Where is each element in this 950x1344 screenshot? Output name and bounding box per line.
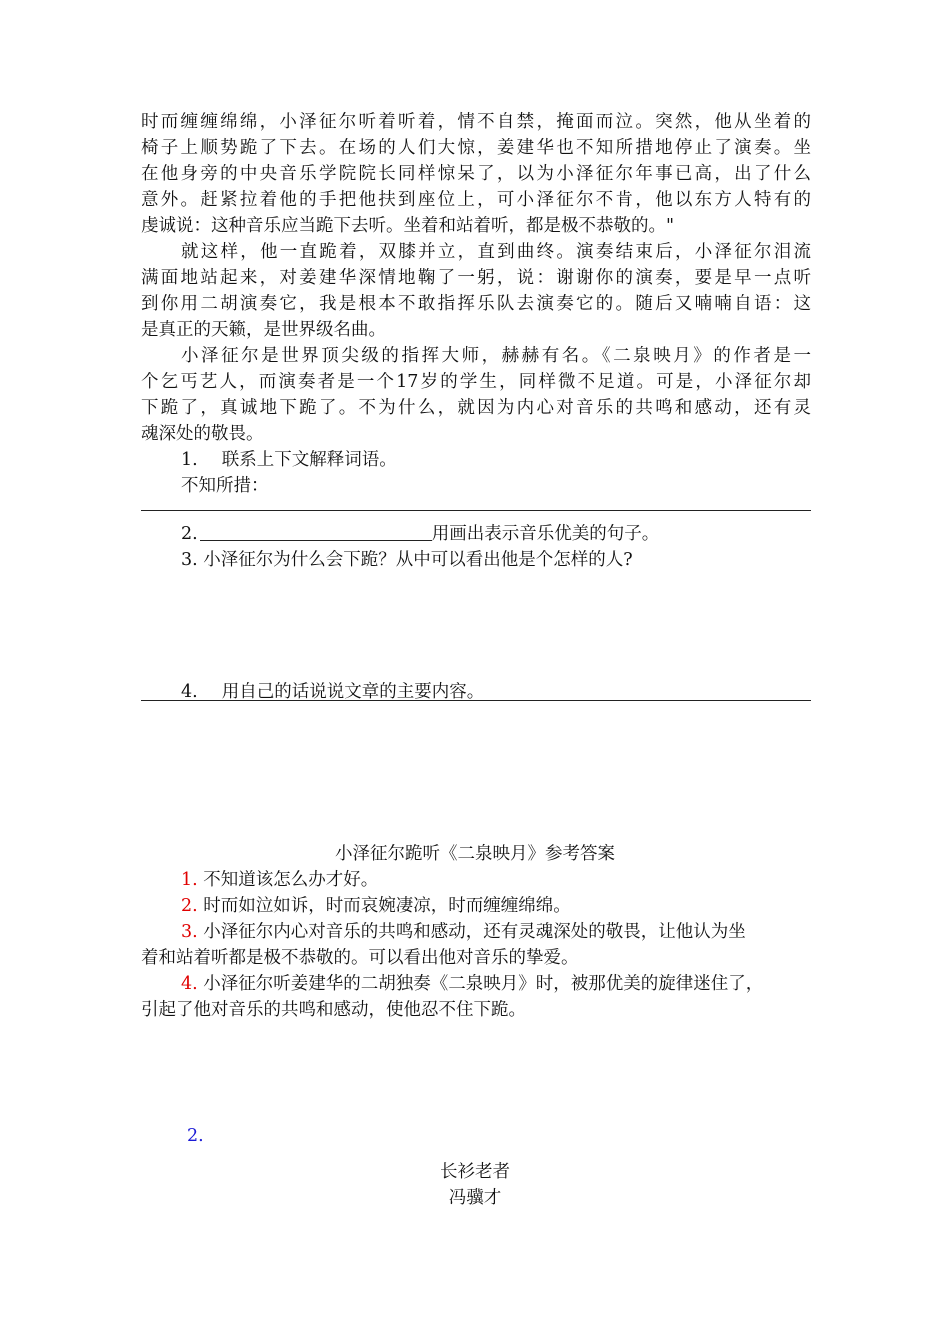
answer-line[interactable] [141, 700, 811, 701]
question-number: 4. [181, 682, 198, 702]
answer-number: 2. [181, 896, 198, 916]
answer-2 [181, 893, 811, 919]
answer-4-cont: 引起了他对音乐的共鸣和感动，使他忍不住下跪。 [141, 1000, 526, 1020]
question-2 [181, 521, 811, 547]
question-number: 1. [181, 450, 198, 470]
question-1 [181, 447, 811, 473]
passage-line: 椅子上顺势跪了下去。在场的人们大惊，姜建华也不知所措地停止了演奏。坐 [141, 138, 811, 158]
passage-line: 小泽征尔是世界顶尖级的指挥大师，赫赫有名。《二泉映月》的作者是一 [181, 346, 811, 366]
question-4 [181, 679, 811, 705]
passage-line: 意外。赶紧拉着他的手把他扶到座位上，可小泽征尔不肯，他以东方人特有的 [141, 190, 811, 210]
answer-text: 小泽征尔内心对音乐的共鸣和感动，还有灵魂深处的敬畏，让他认为坐 [203, 922, 746, 942]
answer-1 [181, 867, 811, 893]
passage-line: 是真正的天籁，是世界级名曲。 [141, 320, 386, 340]
answer-blank[interactable] [200, 522, 432, 541]
question-1-term: 不知所措： [181, 476, 269, 496]
passage-line: 在他身旁的中央音乐学院院长同样惊呆了，以为小泽征尔年事已高，出了什么 [141, 164, 811, 184]
answer-3 [181, 919, 811, 945]
question-3: 3. 小泽征尔为什么会下跪？从中可以看出他是个怎样的人? [181, 550, 633, 570]
answer-line[interactable] [141, 510, 811, 511]
answer-number: 4. [181, 974, 198, 994]
section-author: 冯骥才 [448, 1188, 502, 1208]
answer-text: 小泽征尔听姜建华的二胡独奏《二泉映月》时，被那优美的旋律迷住了， [203, 974, 764, 994]
passage-line: 下跪了，真诚地下跪了。不为什么，就因为内心对音乐的共鸣和感动，还有灵 [141, 398, 811, 418]
passage-line: 魂深处的敬畏。 [141, 424, 264, 444]
answer-title: 小泽征尔跪听《二泉映月》参考答案 [335, 844, 615, 864]
question-number: 2. [181, 524, 198, 544]
answer-3-cont: 着和站着听都是极不恭敬的。可以看出他对音乐的挚爱。 [141, 948, 579, 968]
section-title: 长衫老者 [440, 1162, 510, 1182]
question-text: 用自己的话说说文章的主要内容。 [221, 682, 485, 702]
answer-number: 1. [181, 870, 198, 890]
answer-number: 3. [181, 922, 198, 942]
answer-4 [181, 971, 811, 997]
section-number: 2. [187, 1126, 204, 1146]
passage-line: 到你用二胡演奏它，我是根本不敢指挥乐队去演奏它的。随后又喃喃自语：这 [141, 294, 811, 314]
passage-line: 个乞丐艺人，而演奏者是一个17岁的学生，同样微不足道。可是，小泽征尔却 [141, 372, 811, 392]
question-text: 联系上下文解释词语。 [221, 450, 397, 470]
answer-text: 时而如泣如诉，时而哀婉凄凉，时而缠缠绵绵。 [203, 896, 571, 916]
passage-line: 时而缠缠绵绵，小泽征尔听着听着，情不自禁，掩面而泣。突然，他从坐着的 [141, 112, 811, 132]
passage-line: 满面地站起来，对姜建华深情地鞠了一躬，说：谢谢你的演奏，要是早一点听 [141, 268, 811, 288]
passage-line: 虔诚说：这种音乐应当跪下去听。坐着和站着听，都是极不恭敬的。" [141, 216, 675, 236]
answer-text: 不知道该怎么办才好。 [203, 870, 379, 890]
question-text: 用画出表示音乐优美的句子。 [431, 524, 660, 544]
passage-line: 就这样，他一直跪着，双膝并立，直到曲终。演奏结束后，小泽征尔泪流 [181, 242, 811, 262]
